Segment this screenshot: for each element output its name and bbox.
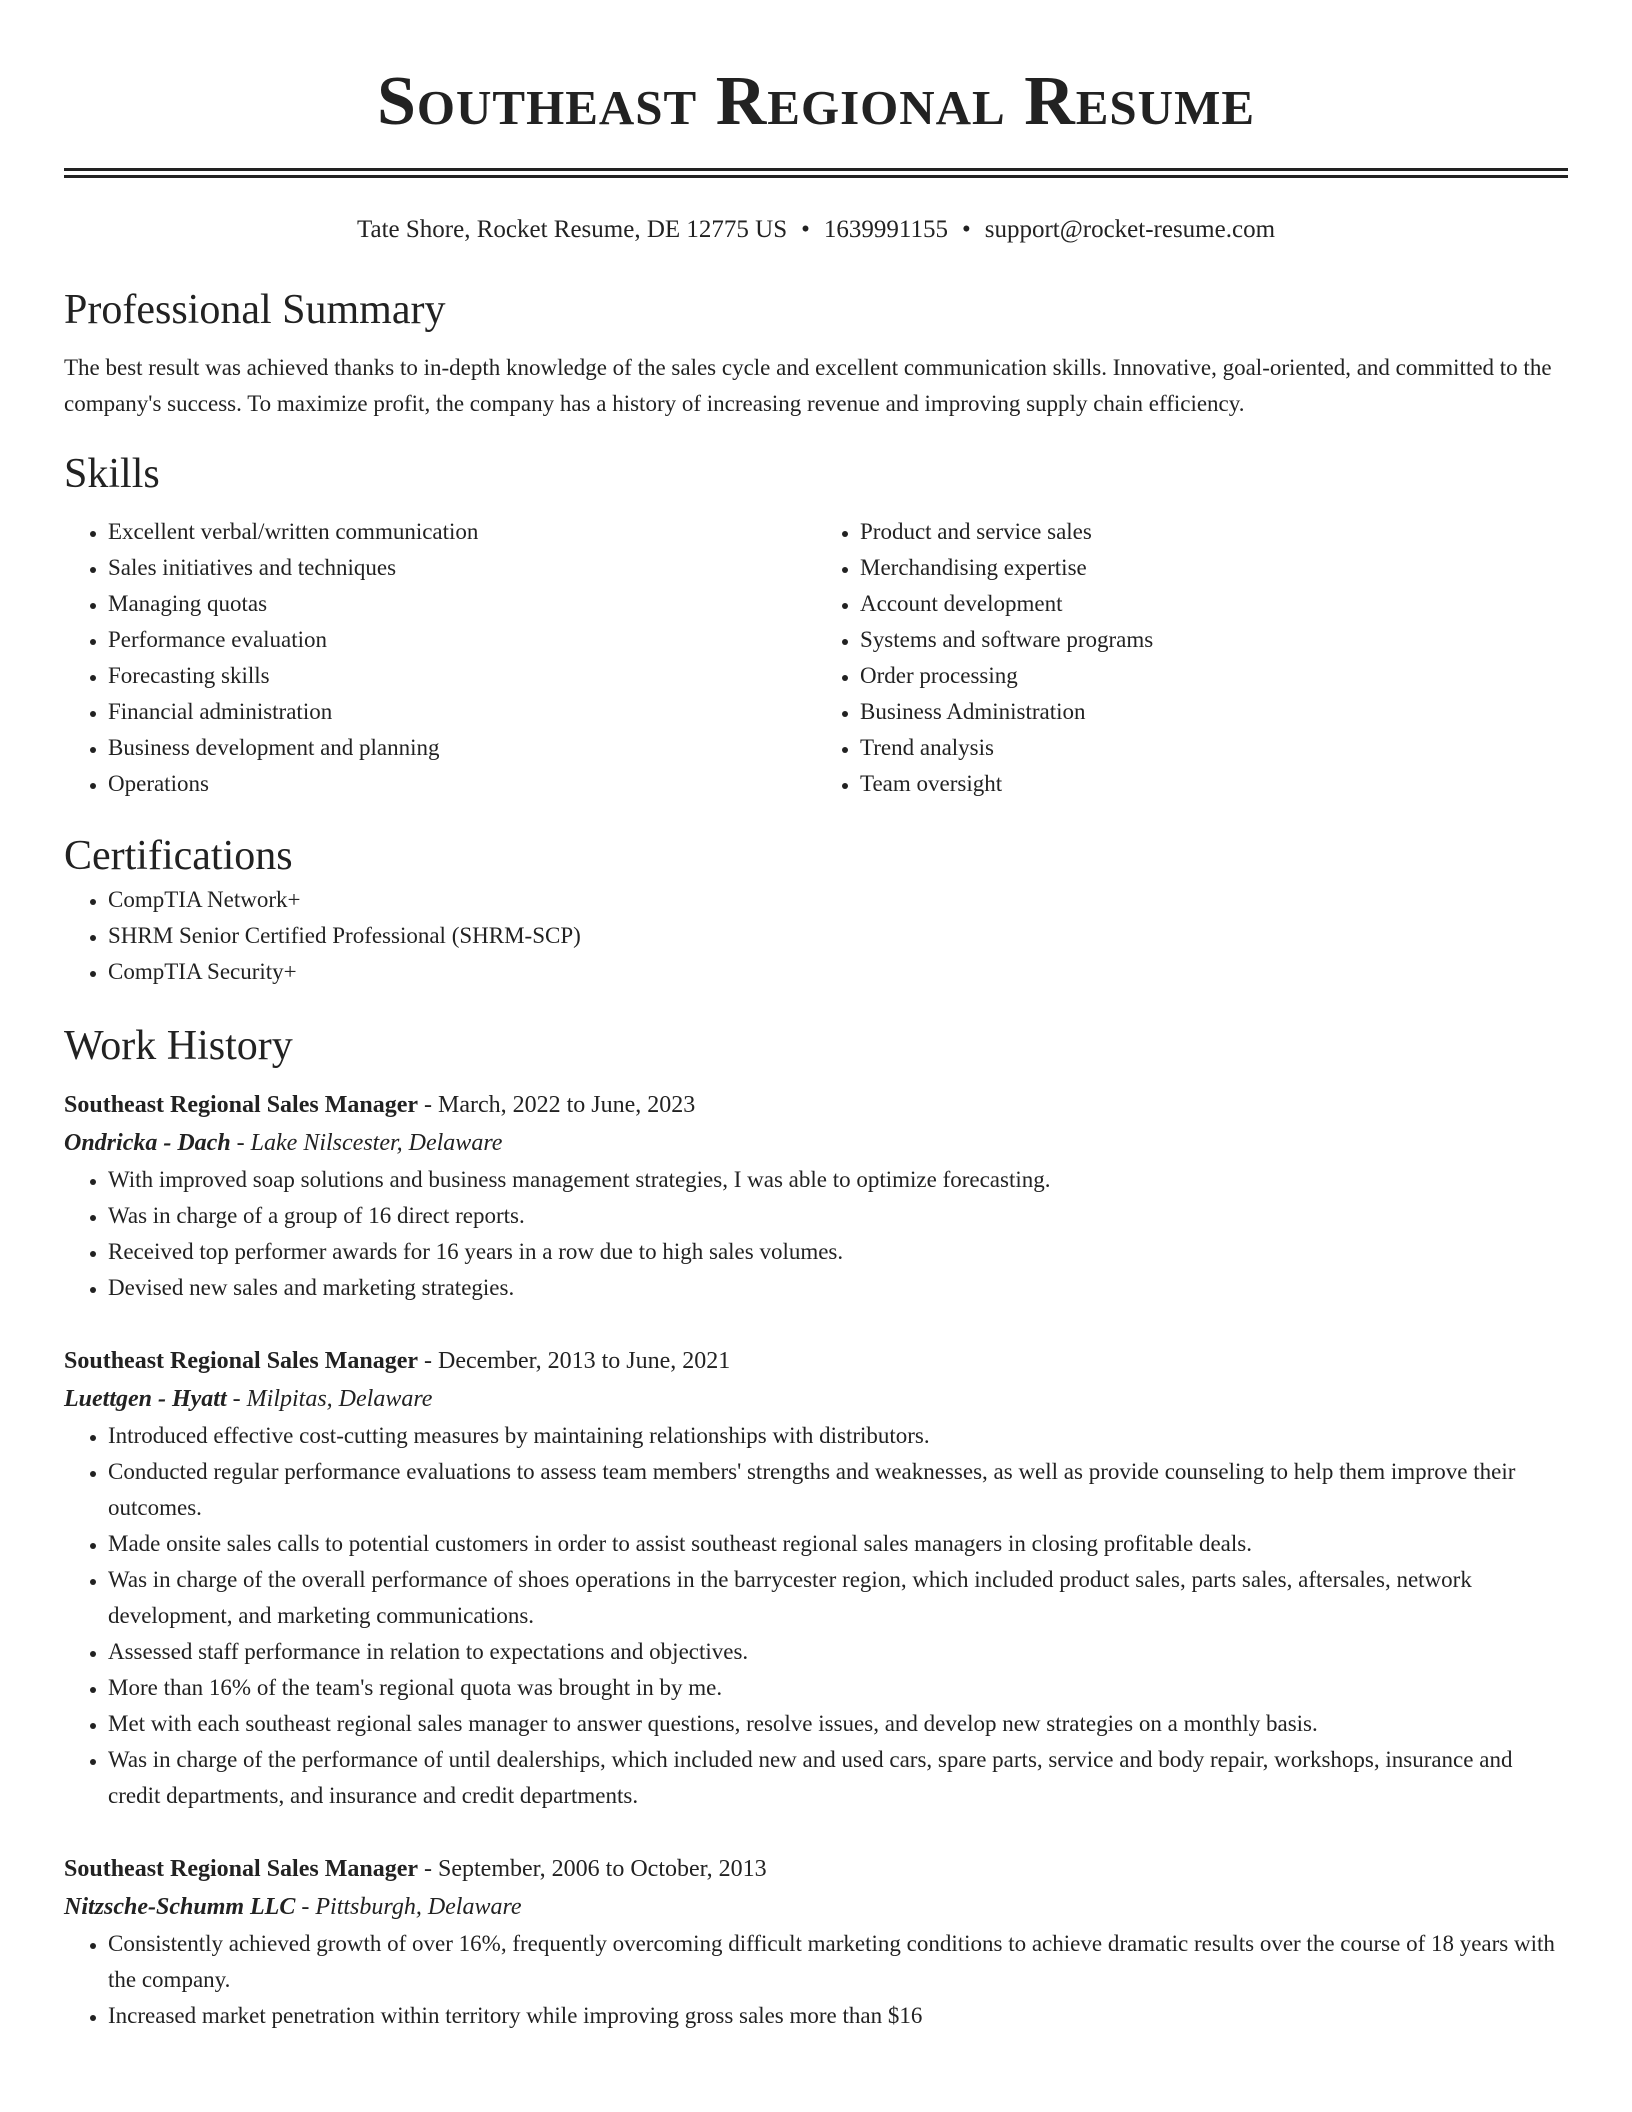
job-company: Ondricka - Dach [64,1130,231,1156]
job-company-line: Nitzsche-Schumm LLC - Pittsburgh, Delaware [64,1894,522,1920]
job-bullet: • Made onsite sales calls to potential customers in order to assist southeast regional sales managers in closing profitable deals. [108,1526,1568,1562]
resume-page [64,0,1568,2034]
skills-list-left [64,514,816,802]
job-title: Southeast Regional Sales Manager [64,1348,418,1374]
job-bullet: • Was in charge of the overall performance of shoes operations in the barrycester region, which included product sales, parts sales, aftersales, network development, and marketing communications. [108,1562,1568,1634]
job-bullet: • Received top performer awards for 16 years in a row due to high sales volumes. [108,1234,1568,1270]
skills-columns [64,514,1568,802]
skill-item: • Order processing [860,658,1568,694]
job-entry [64,1850,1568,2034]
job-company: Luettgen - Hyatt [64,1386,227,1412]
job-company: Nitzsche-Schumm LLC [64,1894,296,1920]
job-title: Southeast Regional Sales Manager [64,1856,418,1882]
job-bullet-list [64,1162,1568,1306]
skill-item: • Financial administration [108,694,816,730]
skill-item: • Forecasting skills [108,658,816,694]
job-bullet: • Conducted regular performance evaluations to assess team members' strengths and weaknesses, as well as provide counseling to help them improve their outcomes. [108,1454,1568,1526]
job-bullet: • Assessed staff performance in relation to expectations and objectives. [108,1634,1568,1670]
job-entry [64,1086,1568,1306]
job-bullet: • Was in charge of the performance of until dealerships, which included new and used cars, spare parts, service and body repair, workshops, insurance and credit departments, and insurance and credit departments. [108,1742,1568,1814]
skill-item: • Managing quotas [108,586,816,622]
title-double-rule [64,168,1568,178]
job-bullet: • Met with each southeast regional sales manager to answer questions, resolve issues, and develop new strategies on a monthly basis. [108,1706,1568,1742]
job-bullet: • Devised new sales and marketing strategies. [108,1270,1568,1306]
skill-item: • Account development [860,586,1568,622]
skill-item: • Team oversight [860,766,1568,802]
contact-separator: • [961,216,971,243]
job-entry [64,1342,1568,1814]
skill-item: • Product and service sales [860,514,1568,550]
job-location: Milpitas, Delaware [246,1386,433,1412]
job-dates: December, 2013 to June, 2021 [438,1348,731,1374]
skill-item: • Trend analysis [860,730,1568,766]
skill-item: • Merchandising expertise [860,550,1568,586]
skill-item: • Business development and planning [108,730,816,766]
skill-item: • Business Administration [860,694,1568,730]
contact-address: Tate Shore, Rocket Resume, DE 12775 US [356,216,788,243]
certifications-heading: Certifications [64,833,293,879]
work-history-heading: Work History [64,1023,293,1069]
job-bullet: • Introduced effective cost-cutting measures by maintaining relationships with distributors. [108,1418,1568,1454]
job-company-line: Luettgen - Hyatt - Milpitas, Delaware [64,1386,433,1412]
job-bullet-list [64,1926,1568,2034]
certification-item: • CompTIA Security+ [108,954,1568,990]
job-title-line: Southeast Regional Sales Manager - March, 2022 to June, 2023 [64,1092,696,1118]
skill-item: • Excellent verbal/written communication [108,514,816,550]
skill-item: • Systems and software programs [860,622,1568,658]
skill-item: • Performance evaluation [108,622,816,658]
resume-title: Southeast Regional Resume [376,63,1256,140]
job-dates: March, 2022 to June, 2023 [438,1092,696,1118]
job-dates: September, 2006 to October, 2013 [438,1856,767,1882]
job-bullet: • With improved soap solutions and business management strategies, I was able to optimize forecasting. [108,1162,1568,1198]
job-bullet: • Increased market penetration within territory while improving gross sales more than $16 [108,1998,1568,2034]
certification-item: • SHRM Senior Certified Professional (SHRM-SCP) [108,918,1568,954]
contact-email: support@rocket-resume.com [984,216,1276,243]
certification-item: • CompTIA Network+ [108,882,1568,918]
job-bullet: • Consistently achieved growth of over 16%, frequently overcoming difficult marketing conditions to achieve dramatic results over the course of 18 years with the company. [108,1926,1568,1998]
job-title-line: Southeast Regional Sales Manager - September, 2006 to October, 2013 [64,1856,767,1882]
skill-item: • Sales initiatives and techniques [108,550,816,586]
job-title: Southeast Regional Sales Manager [64,1092,418,1118]
job-location: Lake Nilscester, Delaware [250,1130,503,1156]
contact-line [64,214,1568,246]
certifications-list [64,882,1568,990]
job-company-line: Ondricka - Dach - Lake Nilscester, Delaware [64,1130,503,1156]
contact-phone: 1639991155 [823,216,948,243]
summary-heading: Professional Summary [64,287,446,333]
summary-text: The best result was achieved thanks to in-depth knowledge of the sales cycle and excellent communication skills. Innovative, goal-oriented, and committed to the company's success. To maximize profit, the company has a history of increasing revenue and improving supply chain efficiency. [64,355,1552,416]
skills-heading: Skills [64,451,160,497]
contact-separator: • [801,216,810,243]
job-bullet: • More than 16% of the team's regional quota was brought in by me. [108,1670,1568,1706]
job-location: Pittsburgh, Delaware [315,1894,522,1920]
job-bullet: • Was in charge of a group of 16 direct reports. [108,1198,1568,1234]
skill-item: • Operations [108,766,816,802]
job-bullet-list [64,1418,1568,1814]
skills-list-right [816,514,1568,802]
job-title-line: Southeast Regional Sales Manager - December, 2013 to June, 2021 [64,1348,731,1374]
